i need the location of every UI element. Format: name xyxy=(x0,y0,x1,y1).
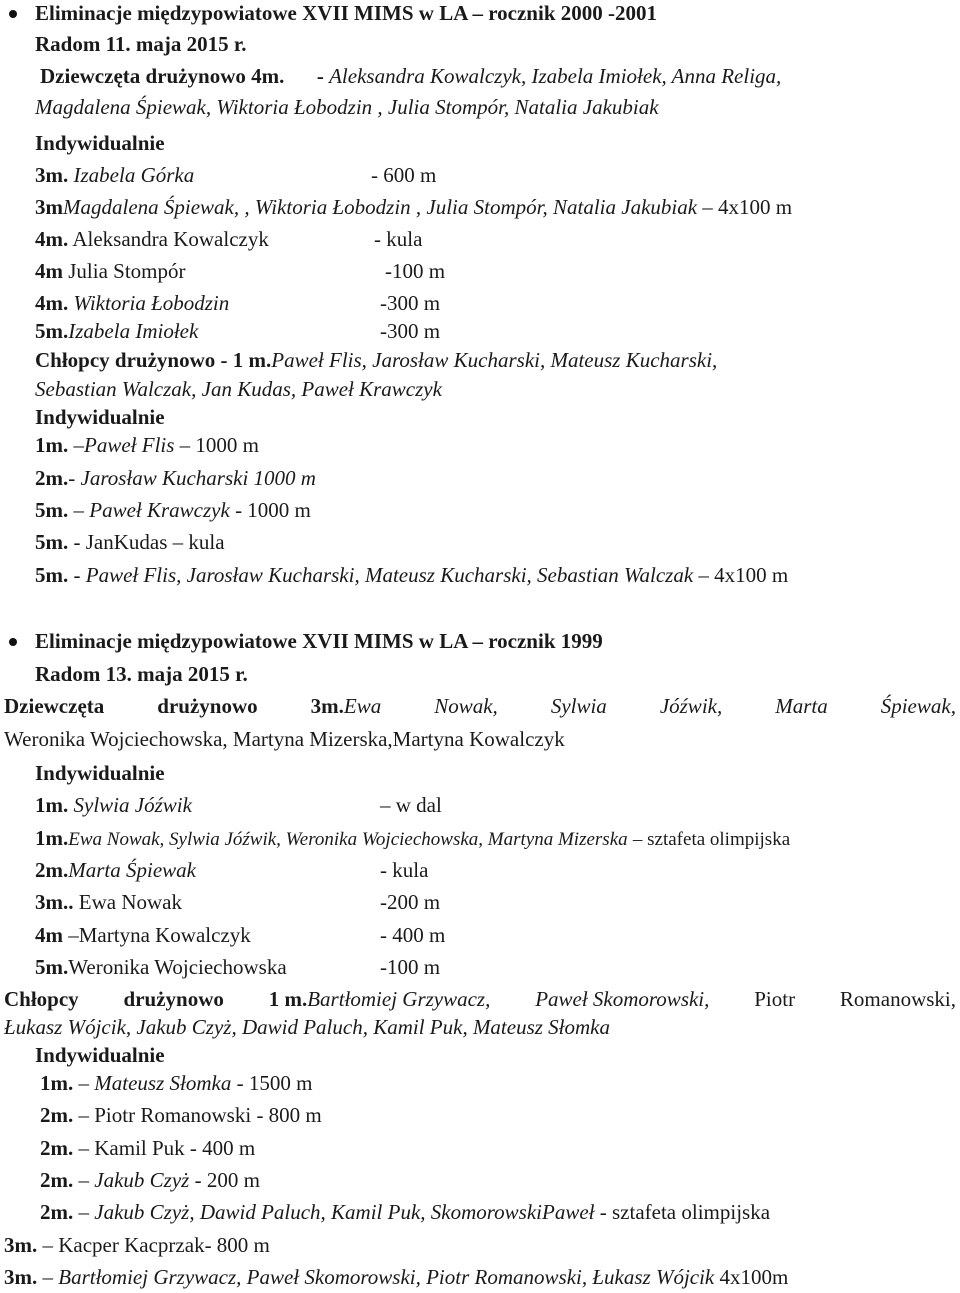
result: -100 m xyxy=(385,259,446,283)
result-row xyxy=(35,497,311,523)
place: 1m. xyxy=(35,826,69,850)
athlete-name: Ewa Nowak xyxy=(78,890,182,914)
team-label-word: drużynowo xyxy=(157,694,258,718)
bullet-icon xyxy=(9,638,17,646)
team-dash: - xyxy=(316,64,324,88)
result-row xyxy=(35,162,194,188)
place: 4m xyxy=(35,259,63,283)
athlete-name: – Paweł Krawczyk xyxy=(73,498,230,522)
result-row xyxy=(40,1167,260,1193)
result-row xyxy=(40,1102,322,1128)
girls-team-label: Dziewczęta drużynowo 4m. xyxy=(40,64,285,88)
result: – 1000 m xyxy=(179,433,260,457)
team-name-word: Jóźwik, xyxy=(659,694,723,718)
place: 4m xyxy=(35,923,63,947)
athlete-name: – Kacper Kacprzak- 800 m xyxy=(42,1233,270,1257)
place: 2m. xyxy=(40,1200,74,1224)
result: – w dal xyxy=(380,793,442,817)
place: 5m. xyxy=(35,498,69,522)
result-row xyxy=(35,922,251,948)
team-name-word: Ewa xyxy=(343,694,382,718)
team-name-word: Marta xyxy=(775,694,828,718)
result: - 1000 m xyxy=(235,498,311,522)
result: - 400 m xyxy=(380,923,446,947)
result-row xyxy=(35,529,225,555)
result: -200 m xyxy=(380,890,441,914)
individual-label: Indywidualnie xyxy=(35,131,165,155)
team-name-word: Piotr xyxy=(754,987,796,1011)
athlete-name: – Jakub Czyż, Dawid Paluch, Kamil Puk, SkomorowskiPaweł xyxy=(78,1200,595,1224)
place: 1m. xyxy=(35,433,69,457)
place: 5m. xyxy=(35,530,69,554)
result: -300 m xyxy=(380,291,441,315)
athlete-name: Julia Stompór xyxy=(68,259,186,283)
result-row xyxy=(40,1135,255,1161)
athlete-name: – Mateusz Słomka xyxy=(78,1071,232,1095)
place: 4m. xyxy=(35,291,69,315)
result: - 400 m xyxy=(189,1136,256,1160)
result-row xyxy=(35,465,316,491)
result-row xyxy=(35,194,792,220)
individual-label: Indywidualnie xyxy=(35,761,165,785)
athlete-name: Marta Śpiewak xyxy=(68,858,196,882)
result-row xyxy=(35,954,287,980)
result: - 1500 m xyxy=(236,1071,313,1095)
place-date: Radom 13. maja 2015 r. xyxy=(35,662,248,686)
girls-team-line xyxy=(4,693,956,719)
place: 3m.. xyxy=(35,890,74,914)
athlete-name: Aleksandra Kowalczyk xyxy=(72,227,269,251)
place: 2m. xyxy=(40,1103,74,1127)
team-label-word: 1 m. xyxy=(268,987,308,1011)
result: – 4x100 m xyxy=(702,195,793,219)
team-label-word: 3m. xyxy=(310,694,344,718)
place: 2m. xyxy=(35,858,69,882)
bullet-icon xyxy=(9,10,17,18)
boys-team-line xyxy=(4,986,956,1012)
team-name-word: Śpiewak, xyxy=(880,694,956,718)
athlete-name: - JanKudas xyxy=(73,530,168,554)
athlete-name: – Piotr Romanowski xyxy=(78,1103,252,1127)
athlete-name: Magdalena Śpiewak, , Wiktoria Łobodzin , Julia Stompór, Natalia Jakubiak xyxy=(63,195,698,219)
athlete-name: - Jarosław Kucharski 1000 m xyxy=(68,466,316,490)
team-name-word: Nowak, xyxy=(434,694,498,718)
place: 4m. xyxy=(35,227,69,251)
result-row xyxy=(35,290,229,316)
team-name-word: Bartłomiej Grzywacz, xyxy=(307,987,491,1011)
girls-team-line xyxy=(40,63,781,89)
athlete-name: Ewa Nowak, Sylwia Jóźwik, Weronika Wojciechowska, Martyna Mizerska xyxy=(68,829,628,850)
result-row xyxy=(35,889,182,915)
athlete-name: –Paweł Flis xyxy=(73,433,175,457)
result: -300 m xyxy=(380,319,441,343)
girls-team-names-cont: Magdalena Śpiewak, Wiktoria Łobodzin , Julia Stompór, Natalia Jakubiak xyxy=(35,95,659,119)
place: 2m. xyxy=(35,466,69,490)
boys-team-line xyxy=(35,347,717,373)
individual-label: Indywidualnie xyxy=(35,1043,165,1067)
team-label-word: drużynowo xyxy=(123,987,224,1011)
result-row xyxy=(35,318,198,344)
result: - 800 m xyxy=(256,1103,322,1127)
section-heading: Eliminacje międzypowiatowe XVII MIMS w LA – rocznik 2000 -2001 xyxy=(35,1,657,25)
result: – 4x100 m xyxy=(698,563,789,587)
place: 3m. xyxy=(4,1265,38,1289)
girls-team-names-cont: Weronika Wojciechowska, Martyna Mizerska,Martyna Kowalczyk xyxy=(4,727,565,751)
boys-team-names-cont: Sebastian Walczak, Jan Kudas, Paweł Krawczyk xyxy=(35,377,442,401)
result-row xyxy=(35,792,192,818)
result: -100 m xyxy=(380,955,441,979)
result-row xyxy=(35,562,788,588)
place: 3m. xyxy=(4,1233,38,1257)
result-row xyxy=(35,825,790,853)
boys-team-names: Paweł Flis, Jarosław Kucharski, Mateusz Kucharski, xyxy=(271,348,718,372)
athlete-name: - Paweł Flis, Jarosław Kucharski, Mateusz Kucharski, Sebastian Walczak xyxy=(73,563,694,587)
result-row xyxy=(40,1199,770,1225)
athlete-name: – Jakub Czyż xyxy=(78,1168,190,1192)
place: 3m. xyxy=(35,163,69,187)
athlete-name: Izabela Górka xyxy=(73,163,195,187)
place: 2m. xyxy=(40,1136,74,1160)
athlete-name: – Kamil Puk xyxy=(78,1136,185,1160)
result: - kula xyxy=(380,858,429,882)
result: - 600 m xyxy=(371,163,437,187)
result-row xyxy=(4,1232,270,1258)
result-row xyxy=(35,432,259,458)
team-name-word: Paweł Skomorowski, xyxy=(535,987,710,1011)
athlete-name: Weronika Wojciechowska xyxy=(68,955,287,979)
girls-team-names: Aleksandra Kowalczyk, Izabela Imiołek, Anna Religa, xyxy=(329,64,782,88)
athlete-name: Sylwia Jóźwik xyxy=(73,793,192,817)
athlete-name: –Martyna Kowalczyk xyxy=(68,923,251,947)
result: - sztafeta olimpijska xyxy=(599,1200,771,1224)
team-label-word: Dziewczęta xyxy=(4,694,105,718)
section-heading: Eliminacje międzypowiatowe XVII MIMS w LA – rocznik 1999 xyxy=(35,629,603,653)
place: 2m. xyxy=(40,1168,74,1192)
result-row xyxy=(40,1070,312,1096)
team-name-word: Romanowski, xyxy=(839,987,956,1011)
result: - kula xyxy=(374,227,423,251)
result: - 200 m xyxy=(194,1168,260,1192)
athlete-name: – Bartłomiej Grzywacz, Paweł Skomorowski, Piotr Romanowski, Łukasz Wójcik xyxy=(42,1265,715,1289)
place-date: Radom 11. maja 2015 r. xyxy=(35,32,247,56)
result: – kula xyxy=(172,530,225,554)
athlete-name: Wiktoria Łobodzin xyxy=(73,291,230,315)
boys-team-label: Chłopcy drużynowo - 1 m. xyxy=(35,348,272,372)
boys-team-names-cont: Łukasz Wójcik, Jakub Czyż, Dawid Paluch, Kamil Puk, Mateusz Słomka xyxy=(4,1015,611,1039)
team-name-word: Sylwia xyxy=(550,694,607,718)
result: 4x100m xyxy=(719,1265,789,1289)
place: 5m. xyxy=(35,319,69,343)
place: 1m. xyxy=(40,1071,74,1095)
result-row xyxy=(35,226,269,252)
result: – sztafeta olimpijska xyxy=(632,829,791,850)
place: 1m. xyxy=(35,793,69,817)
result-row xyxy=(35,258,186,284)
result-row xyxy=(4,1264,788,1290)
place: 5m. xyxy=(35,955,69,979)
result-row xyxy=(35,857,196,883)
athlete-name: Izabela Imiołek xyxy=(68,319,199,343)
place: 3m xyxy=(35,195,63,219)
place: 5m. xyxy=(35,563,69,587)
team-label-word: Chłopcy xyxy=(4,987,79,1011)
individual-label: Indywidualnie xyxy=(35,405,165,429)
